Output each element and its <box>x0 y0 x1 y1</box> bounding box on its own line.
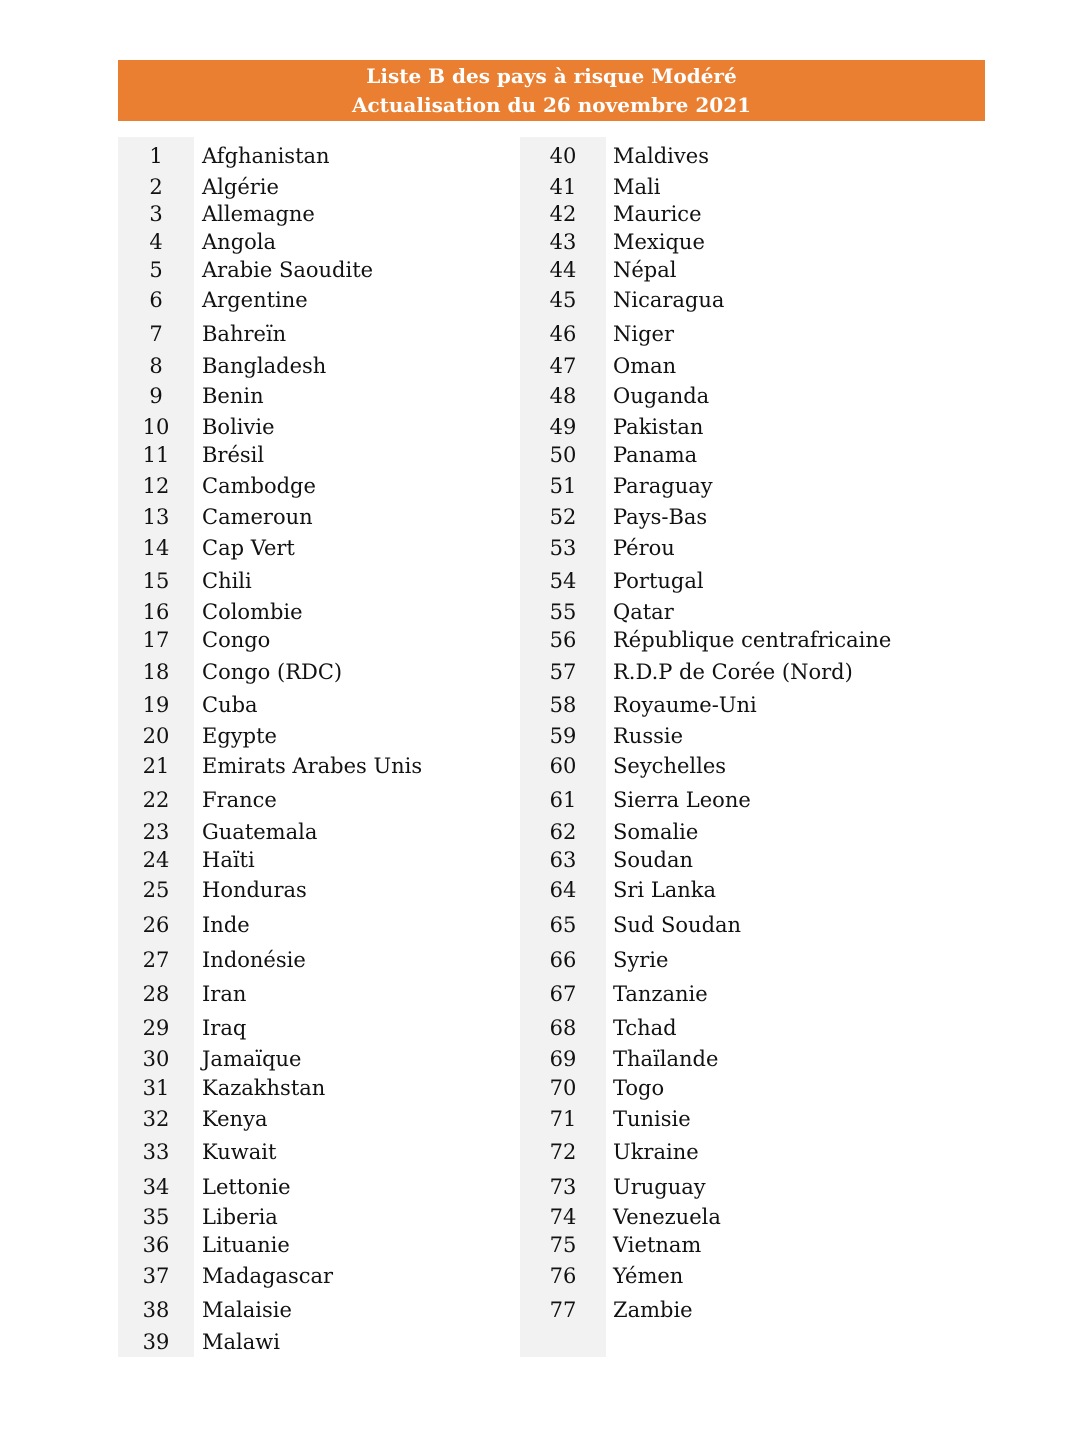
country-number: 12 <box>142 474 170 498</box>
country-number: 16 <box>142 600 170 624</box>
country-name: Soudan <box>613 848 694 872</box>
country-number: 74 <box>549 1205 577 1229</box>
country-number: 25 <box>142 878 170 902</box>
country-name: Sierra Leone <box>613 788 751 812</box>
country-name: Afghanistan <box>202 144 330 168</box>
country-number: 21 <box>142 754 170 778</box>
country-name: Kuwait <box>202 1140 277 1164</box>
country-name: Seychelles <box>613 754 727 778</box>
country-name: Niger <box>613 322 675 346</box>
country-number: 59 <box>549 724 577 748</box>
country-number: 27 <box>142 948 170 972</box>
country-number: 64 <box>549 878 577 902</box>
country-name: Pérou <box>613 536 675 560</box>
country-name: Pays-Bas <box>613 505 708 529</box>
country-number: 8 <box>149 354 163 378</box>
country-number: 41 <box>549 175 577 199</box>
country-number: 60 <box>549 754 577 778</box>
country-name: Tanzanie <box>613 982 708 1006</box>
country-name: Maurice <box>613 202 702 226</box>
country-number: 29 <box>142 1016 170 1040</box>
country-number: 39 <box>142 1330 170 1354</box>
country-name: Arabie Saoudite <box>202 258 374 282</box>
country-number: 14 <box>142 536 170 560</box>
country-number: 20 <box>142 724 170 748</box>
country-name: Vietnam <box>613 1233 702 1257</box>
country-number: 40 <box>549 144 577 168</box>
country-number: 51 <box>549 474 577 498</box>
country-number: 33 <box>142 1140 170 1164</box>
country-name: France <box>202 788 277 812</box>
country-name: Pakistan <box>613 415 704 439</box>
country-number: 10 <box>142 415 170 439</box>
country-number: 37 <box>142 1264 170 1288</box>
country-number: 56 <box>549 628 577 652</box>
country-number: 15 <box>142 569 170 593</box>
country-number: 53 <box>549 536 577 560</box>
country-number: 77 <box>549 1298 577 1322</box>
country-number: 45 <box>549 288 577 312</box>
country-number: 26 <box>142 913 170 937</box>
country-number: 48 <box>549 384 577 408</box>
country-number: 4 <box>149 230 163 254</box>
country-name: Allemagne <box>202 202 315 226</box>
country-name: Mali <box>613 175 661 199</box>
country-number: 17 <box>142 628 170 652</box>
country-name: Paraguay <box>613 474 713 498</box>
country-name: Malaisie <box>202 1298 292 1322</box>
country-number: 58 <box>549 693 577 717</box>
country-name: Cap Vert <box>202 536 295 560</box>
country-name: Honduras <box>202 878 307 902</box>
country-number: 71 <box>549 1107 577 1131</box>
country-number: 47 <box>549 354 577 378</box>
country-number: 61 <box>549 788 577 812</box>
country-name: Cameroun <box>202 505 313 529</box>
country-number: 5 <box>149 258 163 282</box>
country-number: 3 <box>149 202 163 226</box>
country-name: Chili <box>202 569 252 593</box>
country-name: Cambodge <box>202 474 316 498</box>
country-name: Sud Soudan <box>613 913 742 937</box>
country-number: 11 <box>142 443 170 467</box>
country-number: 57 <box>549 660 577 684</box>
document-header <box>118 60 985 121</box>
country-number: 70 <box>549 1076 577 1100</box>
country-name: Congo <box>202 628 271 652</box>
country-name: Togo <box>613 1076 665 1100</box>
country-name: Bolivie <box>202 415 275 439</box>
country-name: Ukraine <box>613 1140 699 1164</box>
country-name: Ouganda <box>613 384 710 408</box>
country-name: Lituanie <box>202 1233 290 1257</box>
country-number: 55 <box>549 600 577 624</box>
country-name: Oman <box>613 354 677 378</box>
country-number: 46 <box>549 322 577 346</box>
country-name: Thaïlande <box>613 1047 719 1071</box>
country-name: Bangladesh <box>202 354 327 378</box>
country-number: 50 <box>549 443 577 467</box>
country-number: 49 <box>549 415 577 439</box>
country-name: Benin <box>202 384 264 408</box>
country-name: Népal <box>613 258 677 282</box>
country-name: Egypte <box>202 724 277 748</box>
country-name: Iraq <box>202 1016 247 1040</box>
country-name: Jamaïque <box>202 1047 302 1071</box>
country-name: Congo (RDC) <box>202 660 343 684</box>
country-number: 69 <box>549 1047 577 1071</box>
country-name: Colombie <box>202 600 303 624</box>
country-number: 1 <box>149 144 163 168</box>
country-name: Malawi <box>202 1330 280 1354</box>
country-number: 36 <box>142 1233 170 1257</box>
country-number: 22 <box>142 788 170 812</box>
country-number: 34 <box>142 1175 170 1199</box>
country-number: 18 <box>142 660 170 684</box>
country-name: Liberia <box>202 1205 278 1229</box>
country-number: 66 <box>549 948 577 972</box>
country-name: Tchad <box>613 1016 677 1040</box>
country-number: 54 <box>549 569 577 593</box>
country-number: 9 <box>149 384 163 408</box>
country-name: Uruguay <box>613 1175 706 1199</box>
country-name: Bahreïn <box>202 322 287 346</box>
country-number: 72 <box>549 1140 577 1164</box>
country-number: 30 <box>142 1047 170 1071</box>
country-number: 52 <box>549 505 577 529</box>
country-name: Royaume-Uni <box>613 693 757 717</box>
country-number: 19 <box>142 693 170 717</box>
country-name: Qatar <box>613 600 674 624</box>
country-name: R.D.P de Corée (Nord) <box>613 660 853 684</box>
country-number: 65 <box>549 913 577 937</box>
country-number: 35 <box>142 1205 170 1229</box>
country-name: Lettonie <box>202 1175 291 1199</box>
country-name: Haïti <box>202 848 255 872</box>
country-number: 6 <box>149 288 163 312</box>
country-name: Indonésie <box>202 948 306 972</box>
country-name: Sri Lanka <box>613 878 717 902</box>
header-subtitle: Actualisation du 26 novembre 2021 <box>351 93 752 117</box>
country-number: 42 <box>549 202 577 226</box>
country-name: Mexique <box>613 230 705 254</box>
country-name: Algérie <box>202 175 279 199</box>
country-name: Portugal <box>613 569 704 593</box>
country-name: Kenya <box>202 1107 268 1131</box>
header-title: Liste B des pays à risque Modéré <box>366 64 737 88</box>
country-name: Cuba <box>202 693 258 717</box>
country-name: Iran <box>202 982 247 1006</box>
country-name: Syrie <box>613 948 669 972</box>
country-number: 28 <box>142 982 170 1006</box>
country-number: 75 <box>549 1233 577 1257</box>
country-number: 62 <box>549 820 577 844</box>
country-name: Argentine <box>202 288 308 312</box>
country-number: 38 <box>142 1298 170 1322</box>
country-number: 32 <box>142 1107 170 1131</box>
country-name: Angola <box>202 230 277 254</box>
country-number: 7 <box>149 322 163 346</box>
country-number: 76 <box>549 1264 577 1288</box>
country-name: Russie <box>613 724 684 748</box>
country-number: 23 <box>142 820 170 844</box>
country-number: 43 <box>549 230 577 254</box>
country-name: République centrafricaine <box>613 628 892 652</box>
country-name: Tunisie <box>613 1107 691 1131</box>
country-number: 67 <box>549 982 577 1006</box>
country-name: Somalie <box>613 820 699 844</box>
country-name: Emirats Arabes Unis <box>202 754 423 778</box>
country-name: Guatemala <box>202 820 318 844</box>
country-name: Madagascar <box>202 1264 334 1288</box>
country-name: Kazakhstan <box>202 1076 326 1100</box>
country-name: Venezuela <box>613 1205 721 1229</box>
country-number: 68 <box>549 1016 577 1040</box>
country-name: Maldives <box>613 144 709 168</box>
country-number: 44 <box>549 258 577 282</box>
country-name: Inde <box>202 913 250 937</box>
country-number: 63 <box>549 848 577 872</box>
country-number: 24 <box>142 848 170 872</box>
country-name: Nicaragua <box>613 288 725 312</box>
country-name: Yémen <box>613 1264 684 1288</box>
country-number: 13 <box>142 505 170 529</box>
country-name: Zambie <box>613 1298 693 1322</box>
country-number: 31 <box>142 1076 170 1100</box>
country-number: 2 <box>149 175 163 199</box>
country-name: Panama <box>613 443 698 467</box>
country-name: Brésil <box>202 443 265 467</box>
country-number: 73 <box>549 1175 577 1199</box>
